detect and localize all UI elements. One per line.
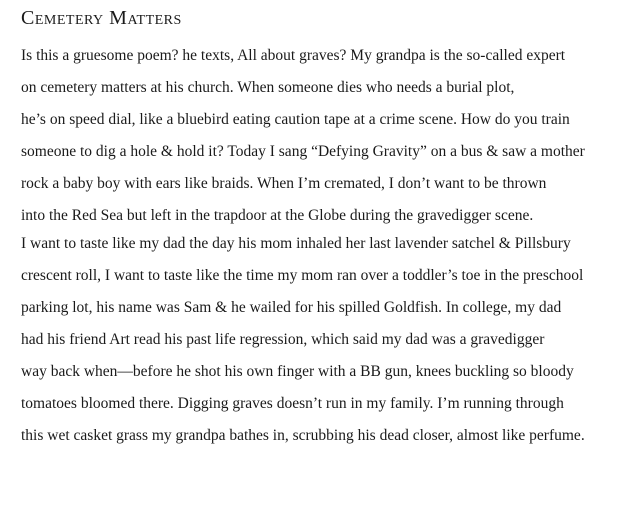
poem-line: crescent roll, I want to taste like the time my mom ran over a toddler’s toe in the preschool <box>21 267 584 284</box>
poem-line: way back when—before he shot his own finger with a BB gun, knees buckling so bloody <box>21 363 574 380</box>
poem-line: into the Red Sea but left in the trapdoor at the Globe during the gravedigger scene. <box>21 207 534 224</box>
poem-line: he’s on speed dial, like a bluebird eating caution tape at a crime scene. How do you train <box>21 111 570 128</box>
poem-line: rock a baby boy with ears like braids. When I’m cremated, I don’t want to be thrown <box>21 175 547 192</box>
poem-line: parking lot, his name was Sam & he wailed for his spilled Goldfish. In college, my dad <box>21 299 562 316</box>
poem-line: tomatoes bloomed there. Digging graves doesn’t run in my family. I’m running through <box>21 395 564 412</box>
poem-line: this wet casket grass my grandpa bathes in, scrubbing his dead closer, almost like perfume. <box>21 427 585 444</box>
poem-line: had his friend Art read his past life regression, which said my dad was a gravedigger <box>21 331 545 348</box>
poem-line: I want to taste like my dad the day his mom inhaled her last lavender satchel & Pillsbury <box>21 235 571 252</box>
poem-line: on cemetery matters at his church. When someone dies who needs a burial plot, <box>21 79 515 96</box>
poem-line: someone to dig a hole & hold it? Today I sang “Defying Gravity” on a bus & saw a mother <box>21 143 585 160</box>
poem-line: Is this a gruesome poem? he texts, All about graves? My grandpa is the so-called expert <box>21 47 566 64</box>
poem-body <box>21 42 611 454</box>
poem-title: Cemetery Matters <box>21 7 182 29</box>
